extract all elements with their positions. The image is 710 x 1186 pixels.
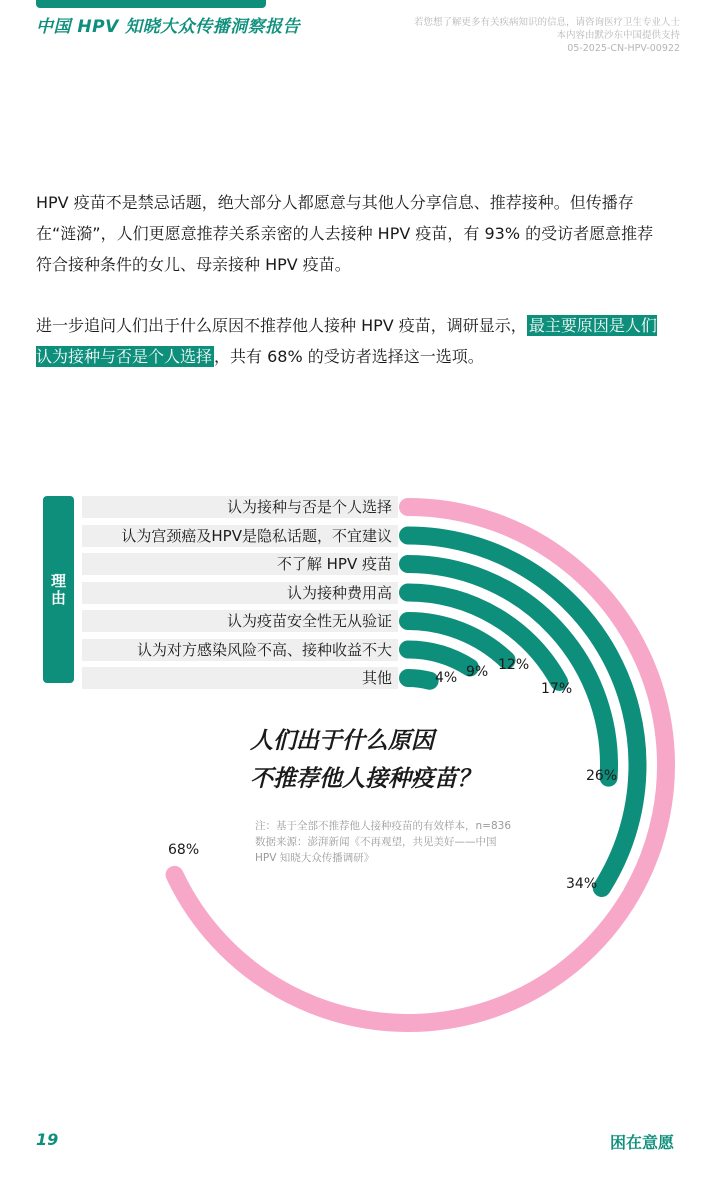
disclaimer-line-3: 05-2025-CN-HPV-00922	[567, 43, 680, 54]
chart-title	[250, 722, 480, 798]
value-label-6: 4%	[435, 670, 458, 686]
category-label-6: 其他	[82, 667, 398, 689]
chart-title-line-2: 不推荐他人接种疫苗？	[250, 766, 480, 792]
category-label-3: 认为接种费用高	[82, 582, 398, 604]
disclaimer	[340, 16, 680, 55]
value-label-0: 68%	[168, 842, 200, 858]
category-label-5: 认为对方感染风险不高、接种收益不大	[82, 639, 398, 661]
intro-paragraph: HPV 疫苗不是禁忌话题，绝大部分人都愿意与其他人分享信息、推荐接种。但传播存在“涟漪”，人们更愿意推荐关系亲密的人去接种 HPV 疫苗，有 93% 的受访者愿意推荐符合接种条件的女儿、母亲接种 HPV 疫苗。	[36, 193, 654, 274]
disclaimer-line-1: 若您想了解更多有关疾病知识的信息，请咨询医疗卫生专业人士	[413, 17, 680, 28]
disclaimer-line-2: 本内容由默沙东中国提供支持	[556, 30, 680, 41]
finding-highlight: 最主要原因是人们认为接种与否是个人选择	[36, 316, 657, 366]
finding-text-after: ，共有 68% 的受访者选择这一选项。	[214, 347, 484, 366]
chart-title-line-1: 人们出于什么原因	[250, 728, 434, 754]
reason-axis-label: 理由	[49, 572, 67, 607]
chart-note	[255, 818, 565, 866]
value-label-4: 12%	[498, 657, 530, 673]
value-label-2: 26%	[586, 768, 618, 784]
report-title: 中国 HPV 知晓大众传播洞察报告	[36, 17, 301, 37]
category-label-2: 不了解 HPV 疫苗	[82, 553, 398, 575]
chart-note-line-3: HPV 知晓大众传播调研》	[255, 852, 375, 864]
finding-paragraph	[36, 310, 666, 372]
chart-note-line-1: 注：基于全部不推荐他人接种疫苗的有效样本，n=836	[255, 820, 511, 832]
page-number: 19	[36, 1130, 59, 1149]
finding-text-before: 进一步追问人们出于什么原因不推荐他人接种 HPV 疫苗，调研显示，	[36, 316, 527, 335]
chart-note-line-2: 数据来源：澎湃新闻《不再观望，共见美好——中国	[255, 836, 497, 848]
arc-5	[408, 650, 470, 668]
value-label-5: 9%	[466, 664, 489, 680]
arc-6	[408, 678, 430, 681]
reason-axis-tab	[43, 496, 74, 683]
value-label-3: 17%	[541, 681, 573, 697]
category-label-0: 认为接种与否是个人选择	[82, 496, 398, 518]
value-label-1: 34%	[566, 876, 598, 892]
category-label-4: 认为疫苗安全性无从验证	[82, 610, 398, 632]
header-accent-bar	[36, 0, 266, 8]
section-label: 困在意愿	[609, 1133, 674, 1152]
category-label-1: 认为宫颈癌及HPV是隐私话题，不宜建议	[82, 525, 398, 547]
